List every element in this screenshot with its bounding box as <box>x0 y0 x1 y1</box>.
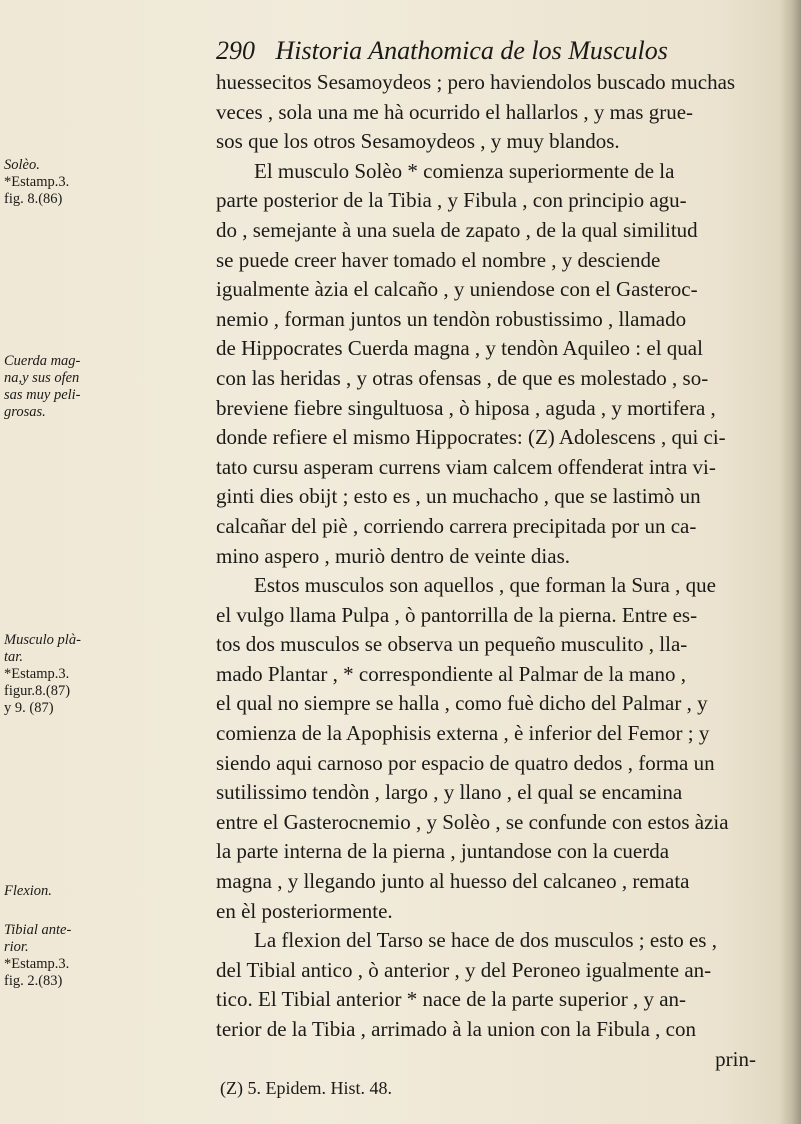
margin-note-line: grosas. <box>4 404 46 420</box>
text-line: tos dos musculos se observa un pequeño musculito , lla- <box>216 632 688 657</box>
text-line: siendo aqui carnoso por espacio de quatro dedos , forma un <box>216 750 715 775</box>
page-edge-shadow <box>779 0 801 1124</box>
text-line: entre el Gasterocnemio , y Solèo , se confunde con estos àzia <box>216 809 729 834</box>
text-line: ginti dies obijt ; esto es , un muchacho , que se lastimò un <box>216 484 701 509</box>
text-line: igualmente àzia el calcaño , y uniendose con el Gasteroc- <box>216 277 698 302</box>
text-line: el vulgo llama Pulpa , ò pantorrilla de la pierna. Entre es- <box>216 602 698 627</box>
running-title: Historia Anathomica de los Musculos <box>275 36 668 65</box>
margin-note-line: Cuerda mag- <box>4 353 81 369</box>
margin-note-line: tar. <box>4 649 23 665</box>
margin-note-line: y 9. (87) <box>4 700 54 716</box>
margin-note-line: sas muy peli- <box>4 387 81 403</box>
margin-note-line: fig. 2.(83) <box>4 973 63 989</box>
note-flexion <box>4 883 82 900</box>
note-musculo-plantar <box>4 632 82 717</box>
note-soleo <box>4 157 82 208</box>
text-line: huessecitos Sesamoydeos ; pero haviendolos buscado muchas <box>216 70 736 94</box>
text-line: parte posterior de la Tibia , y Fibula , con principio agu- <box>216 188 687 213</box>
text-line: tato cursu asperam currens viam calcem offenderat intra vi- <box>216 454 716 479</box>
text-line: tico. El Tibial anterior * nace de la parte superior , y an- <box>216 987 687 1012</box>
margin-note-line: *Estamp.3. <box>4 174 70 190</box>
text-line: mado Plantar , * correspondiente al Palmar de la mano , <box>216 661 687 686</box>
text-line: Estos musculos son aquellos , que forman la Sura , que <box>254 573 716 598</box>
text-line: sos que los otros Sesamoydeos , y muy blandos. <box>216 129 620 154</box>
text-line: do , semejante à una suela de zapato , de la qual similitud <box>216 217 698 242</box>
text-line: la parte interna de la pierna , juntandose con la cuerda <box>216 839 670 864</box>
margin-note-line: Flexion. <box>4 883 52 899</box>
margin-note-line: na,y sus ofen <box>4 370 80 386</box>
text-line: El musculo Solèo * comienza superiormente de la <box>254 158 675 183</box>
text-line: terior de la Tibia , arrimado à la union con la Fibula , con <box>216 1017 696 1041</box>
text-line: con las heridas , y otras ofensas , de que es molestado , so- <box>216 365 709 390</box>
text-line: calcañar del piè , corriendo carrera precipitada por un ca- <box>216 513 697 538</box>
page-number: 290 <box>216 36 255 65</box>
text-line: breviene fiebre singultuosa , ò hiposa , aguda , y mortifera , <box>216 395 716 420</box>
text-line: prin- <box>715 1046 756 1071</box>
text-line: donde refiere el mismo Hippocrates: (Z) Adolescens , qui ci- <box>216 425 726 450</box>
text-line: el qual no siempre se halla , como fuè dicho del Palmar , y <box>216 691 708 716</box>
margin-note-line: Tibial ante- <box>4 922 72 938</box>
text-line: en èl posteriormente. <box>216 898 393 923</box>
margin-note-line: *Estamp.3. <box>4 666 70 682</box>
note-tibial-anterior <box>4 922 82 990</box>
text-line: sutilissimo tendòn , largo , y llano , el qual se encamina <box>216 780 683 805</box>
main-text <box>216 68 756 1104</box>
text-line: de Hippocrates Cuerda magna , y tendòn Aquileo : el qual <box>216 336 703 361</box>
text-line: magna , y llegando junto al huesso del calcaneo , remata <box>216 869 690 894</box>
margin-note-line: *Estamp.3. <box>4 956 70 972</box>
margin-note-line: fig. 8.(86) <box>4 191 63 207</box>
margin-note-line: rior. <box>4 939 29 955</box>
text-line: nemio , forman juntos un tendòn robustissimo , llamado <box>216 306 687 331</box>
text-line: del Tibial antico , ò anterior , y del Peroneo igualmente an- <box>216 957 712 982</box>
note-cuerda-magna <box>4 353 82 421</box>
margin-note-line: Solèo. <box>4 157 40 173</box>
margin-note-line: figur.8.(87) <box>4 683 71 699</box>
text-line: se puede creer haver tomado el nombre , y desciende <box>216 247 661 272</box>
running-header <box>216 34 756 68</box>
text-line: La flexion del Tarso se hace de dos musculos ; esto es , <box>254 928 717 953</box>
text-line: mino aspero , muriò dentro de veinte dias. <box>216 543 570 568</box>
text-line: comienza de la Apophisis externa , è inferior del Femor ; y <box>216 721 710 746</box>
text-line: veces , sola una me hà ocurrido el hallarlos , y mas grue- <box>216 99 694 124</box>
footnote: (Z) 5. Epidem. Hist. 48. <box>220 1078 392 1099</box>
margin-note-line: Musculo plà- <box>4 632 81 648</box>
